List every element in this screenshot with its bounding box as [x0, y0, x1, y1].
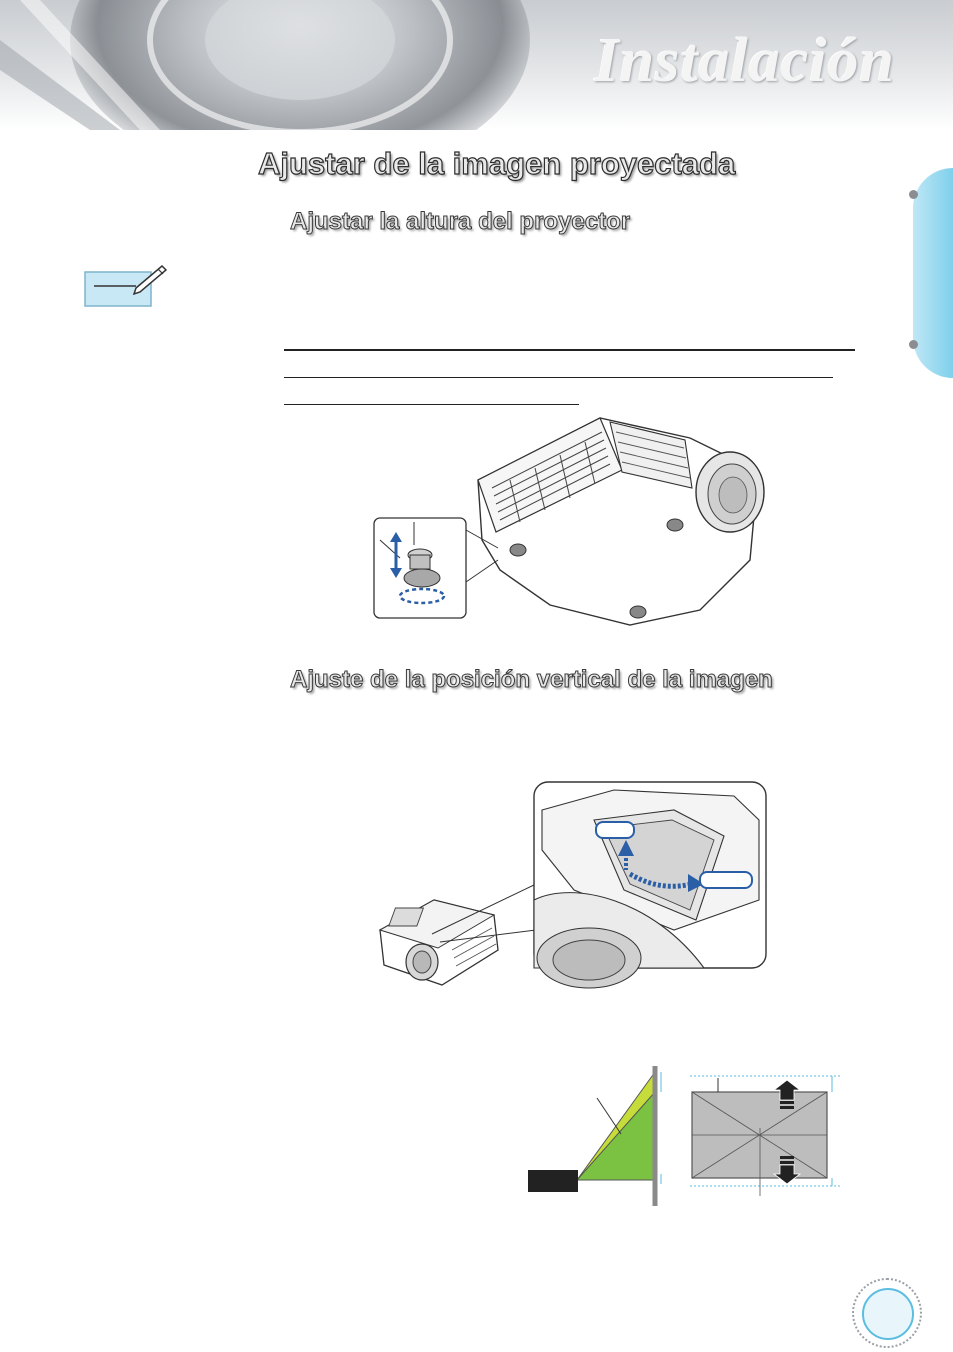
- side-tab-dot-top: [909, 190, 918, 199]
- divider-line-1: [284, 349, 855, 351]
- projection-front-diagram: [688, 1068, 843, 1200]
- language-side-tab: [913, 168, 953, 378]
- header-banner: [0, 0, 953, 130]
- section-title: Instalación: [594, 27, 895, 95]
- projection-side-diagram: [525, 1062, 665, 1208]
- lens-shift-illustration: [374, 780, 769, 1000]
- divider-line-3: [284, 404, 579, 405]
- pencil-note-icon: [84, 262, 168, 308]
- page-number-badge: [862, 1288, 914, 1340]
- divider-line-2: [284, 377, 833, 378]
- side-tab-dot-bottom: [909, 340, 918, 349]
- section-heading-height: Ajustar la altura del proyector: [290, 208, 631, 235]
- projector-bottom-illustration: [370, 410, 770, 628]
- section-heading-vertical: Ajuste de la posición vertical de la imagen: [290, 666, 773, 693]
- page-title: Ajustar de la imagen proyectada: [258, 146, 736, 181]
